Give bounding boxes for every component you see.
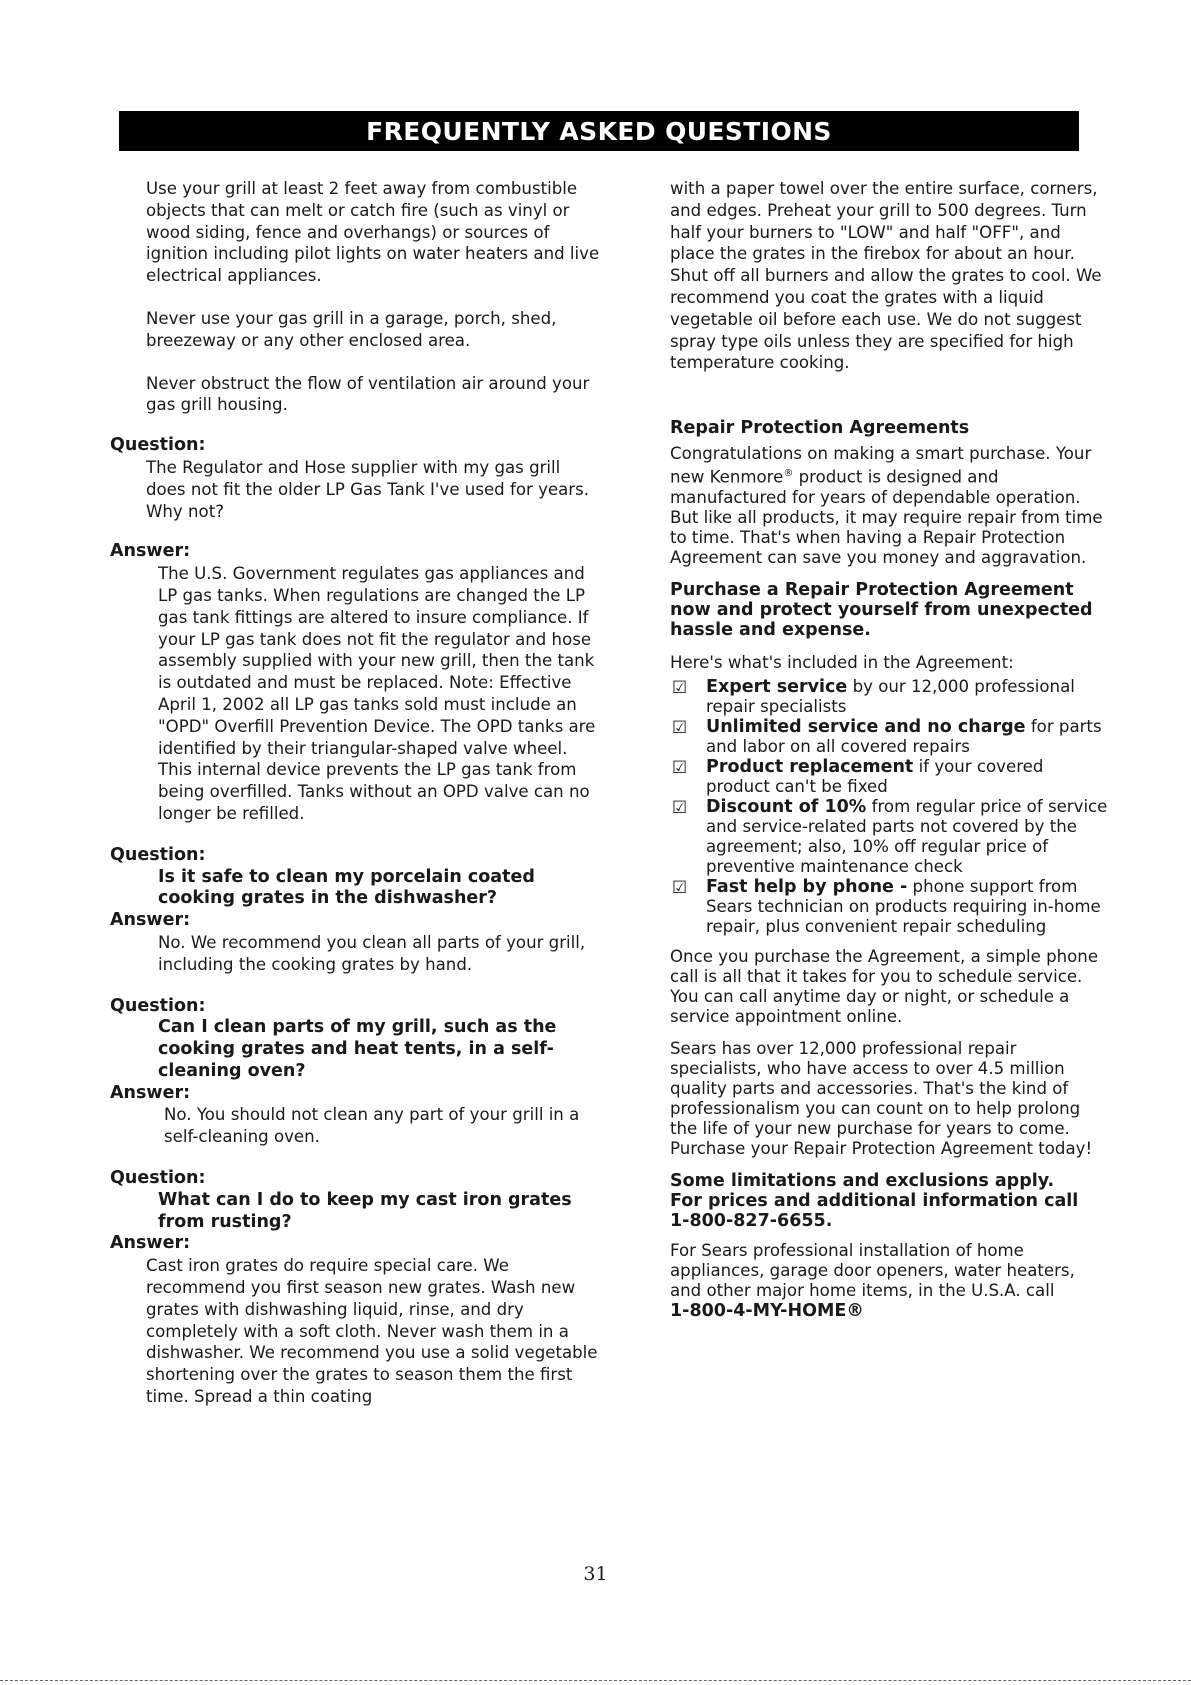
question-label: Question: xyxy=(110,995,206,1016)
rpa-intro-paragraph xyxy=(670,444,1110,568)
benefit-item xyxy=(670,877,1110,937)
benefit-item xyxy=(670,757,1110,797)
answer-label: Answer: xyxy=(110,1233,191,1254)
registered-mark: ® xyxy=(783,467,794,479)
purchase-heading: Purchase a Repair Protection Agreement now and protect yourself from unexpected hassle and expense. xyxy=(670,579,1093,640)
checkbox-icon: ☑ xyxy=(672,718,688,739)
answer-label: Answer: xyxy=(110,541,191,562)
benefit-title: Expert service xyxy=(706,677,848,698)
safety-paragraph-distance: Use your grill at least 2 feet away from combustible objects that can melt or catch fire (such as vinyl or wood siding, fence and overhangs) or sources of ignition including pilot lights on water heaters and live electrical appliances. xyxy=(146,179,600,286)
phone-number-home: 1-800-4-MY-HOME® xyxy=(670,1301,864,1322)
phone-number-rpa: 1-800-827-6655. xyxy=(670,1211,833,1232)
left-column xyxy=(110,178,600,1408)
question-text: The Regulator and Hose supplier with my gas grill does not fit the older LP Gas Tank I've used for years. Why not? xyxy=(146,457,590,521)
faq-header-banner xyxy=(119,111,1079,151)
checkbox-icon: ☑ xyxy=(672,878,688,899)
limitations-text: Some limitations and exclusions apply. xyxy=(670,1171,1055,1192)
safety-paragraph-ventilation: Never obstruct the flow of ventilation air around your gas grill housing. xyxy=(146,373,590,415)
answer-text: Cast iron grates do require special care. We recommend you first season new grates. Wash new grates with dishwashing liquid, rinse, and dry completely with a soft cloth. Never wash them in a dishwasher. We recommend you use a solid vegetable shortening over the grates to season them the first time. Spread a thin coating xyxy=(146,1256,598,1407)
benefit-text: by our 12,000 professional repair specialists xyxy=(706,677,1075,717)
checkbox-icon: ☑ xyxy=(672,678,688,699)
checkbox-icon: ☑ xyxy=(672,798,688,819)
question-text: Can I clean parts of my grill, such as the cooking grates and heat tents, in a self-cleaning oven? xyxy=(158,1017,557,1081)
right-column xyxy=(670,178,1110,1321)
answer-label: Answer: xyxy=(110,910,191,931)
installation-paragraph: For Sears professional installation of home appliances, garage door openers, water heaters, and other major home items, in the U.S.A. call xyxy=(670,1241,1075,1301)
benefit-text: phone support from Sears technician on products requiring in-home repair, plus convenient repair scheduling xyxy=(706,877,1101,937)
safety-paragraph-enclosed: Never use your gas grill in a garage, porch, shed, breezeway or any other enclosed area. xyxy=(146,308,557,350)
answer-label: Answer: xyxy=(110,1082,191,1103)
answer-text: No. We recommend you clean all parts of your grill, including the cooking grates by hand. xyxy=(158,932,586,974)
question-label: Question: xyxy=(110,1168,206,1189)
benefit-title: Product replacement xyxy=(706,757,914,778)
question-label: Question: xyxy=(110,435,206,456)
rpa-intro-text-b: product is designed and manufactured for years of dependable operation. But like all products, it may require repair from time to time. That's when having a Repair Protection Agreement can save you money and aggravation. xyxy=(670,467,1103,567)
page-title: FREQUENTLY ASKED QUESTIONS xyxy=(366,116,832,146)
prices-info-text: For prices and additional information call xyxy=(670,1191,1079,1212)
benefit-title: Unlimited service and no charge xyxy=(706,717,1026,738)
answer-text: No. You should not clean any part of your grill in a self-cleaning oven. xyxy=(164,1105,580,1147)
question-text: Is it safe to clean my porcelain coated cooking grates in the dishwasher? xyxy=(158,866,535,909)
question-text: What can I do to keep my cast iron grates from rusting? xyxy=(158,1189,572,1232)
benefit-text: if your covered product can't be fixed xyxy=(706,757,1044,797)
benefit-title: Fast help by phone - xyxy=(706,877,908,898)
benefit-text: for parts and labor on all covered repairs xyxy=(706,717,1102,757)
footer-divider xyxy=(0,1680,1191,1681)
benefit-title: Discount of 10% xyxy=(706,797,867,818)
rpa-intro-text-a: Congratulations on making a smart purchase. Your new Kenmore xyxy=(670,443,1092,487)
checkbox-icon: ☑ xyxy=(672,758,688,779)
sears-specialists-paragraph: Sears has over 12,000 professional repair specialists, who have access to over 4.5 million quality parts and accessories. That's the kind of professionalism you can count on to help prolong the life of your new purchase for years to come. Purchase your Repair Protection Agreement today! xyxy=(670,1039,1093,1159)
answer-text: The U.S. Government regulates gas appliances and LP gas tanks. When regulations are changed the LP gas tank fittings are altered to insure compliance. If your LP gas tank does not fit the regulator and hose assembly supplied with your new grill, then the tank is outdated and must be replaced. Note: Effective April 1, 2002 all LP gas tanks sold must include an "OPD" Overfill Prevention Device. The OPD tanks are identified by their triangular-shaped valve wheel. This internal device prevents the LP gas tank from being overfilled. Tanks without an OPD valve can no longer be refilled. xyxy=(158,564,596,823)
answer-text-continued: with a paper towel over the entire surface, corners, and edges. Preheat your grill to 500 degrees. Turn half your burners to "LOW" and half "OFF", and place the grates in the firebox for about an hour. Shut off all burners and allow the grates to cool. We recommend you coat the grates with a liquid vegetable oil before each use. We do not suggest spray type oils unless they are specified for high temperature cooking. xyxy=(670,179,1102,373)
benefit-text: from regular price of service and service-related parts not covered by the agreement; also, 10% off regular price of preventive maintenance check xyxy=(706,797,1108,877)
benefit-item xyxy=(670,797,1110,877)
rpa-heading: Repair Protection Agreements xyxy=(670,418,970,439)
once-purchase-paragraph: Once you purchase the Agreement, a simple phone call is all that it takes for you to schedule service. You can call anytime day or night, or schedule a service appointment online. xyxy=(670,947,1099,1027)
included-intro: Here's what's included in the Agreement: xyxy=(670,652,1014,672)
benefit-item xyxy=(670,717,1110,757)
benefits-list xyxy=(670,677,1110,937)
question-label: Question: xyxy=(110,844,206,865)
benefit-item xyxy=(670,677,1110,717)
page-number: 31 xyxy=(583,1563,608,1585)
